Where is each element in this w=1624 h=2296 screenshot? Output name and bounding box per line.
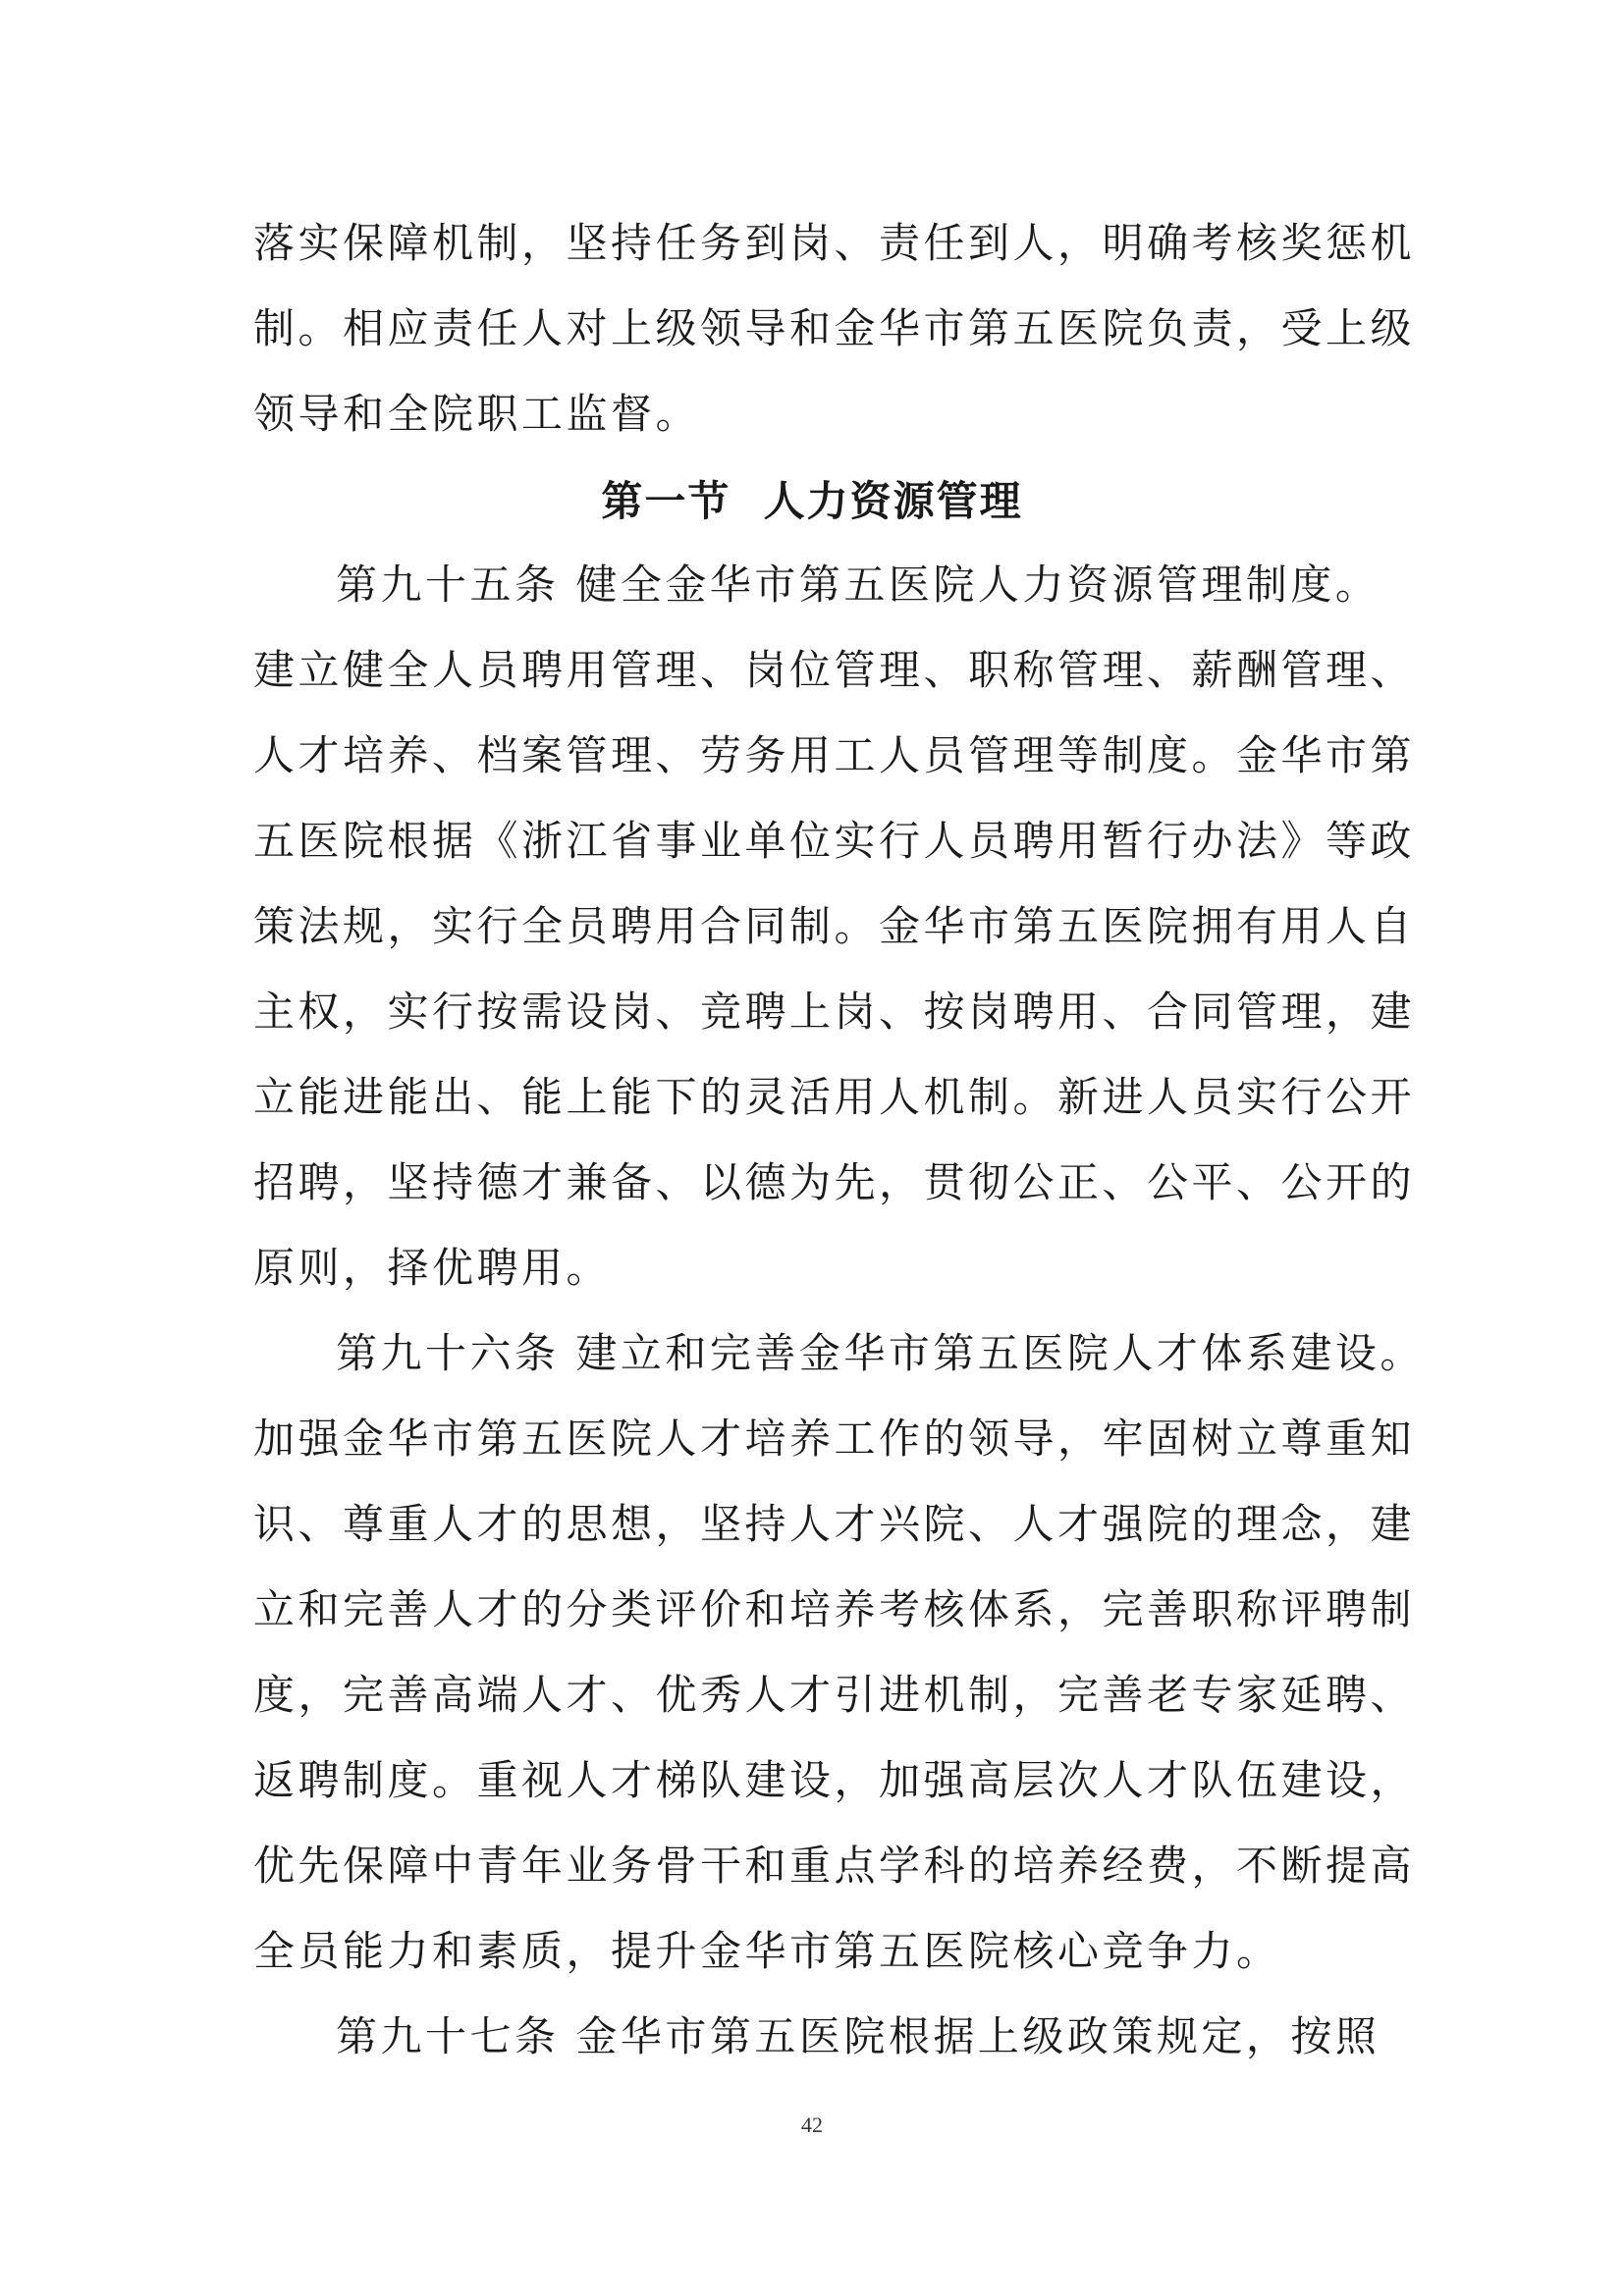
article-96-line-6: 返聘制度。重视人才梯队建设，加强高层次人才队伍建设， (253, 1756, 1416, 1804)
article-95-line-4: 五医院根据《浙江省事业单位实行人员聘用暂行办法》等政 (253, 817, 1416, 865)
article-96-line-5: 度，完善高端人才、优秀人才引进机制，完善老专家延聘、 (253, 1671, 1416, 1719)
article-95-line-6: 主权，实行按需设岗、竞聘上岗、按岗聘用、合同管理，建 (253, 988, 1416, 1036)
article-95-line-9: 原则，择优聘用。 (253, 1244, 612, 1292)
article-96-line-3: 识、尊重人才的思想，坚持人才兴院、人才强院的理念，建 (253, 1500, 1416, 1548)
intro-line-1: 落实保障机制，坚持任务到岗、责任到人，明确考核奖惩机 (253, 219, 1416, 267)
article-96-line-4: 立和完善人才的分类评价和培养考核体系，完善职称评聘制 (253, 1585, 1416, 1633)
article-96-line-2: 加强金华市第五医院人才培养工作的领导，牢固树立尊重知 (253, 1415, 1416, 1463)
article-95-line-8: 招聘，坚持德才兼备、以德为先，贯彻公正、公平、公开的 (253, 1158, 1416, 1206)
intro-line-2: 制。相应责任人对上级领导和金华市第五医院负责，受上级 (253, 304, 1416, 352)
article-95-line-5: 策法规，实行全员聘用合同制。金华市第五医院拥有用人自 (253, 902, 1416, 950)
page-number: 42 (801, 2112, 823, 2137)
section-heading: 第一节 人力资源管理 (601, 477, 1023, 525)
intro-line-3: 领导和全院职工监督。 (253, 390, 701, 438)
article-95-line-3: 人才培养、档案管理、劳务用工人员管理等制度。金华市第 (253, 731, 1416, 779)
article-96-line-1: 第九十六条 建立和完善金华市第五医院人才体系建设。 (336, 1329, 1425, 1377)
article-97-line-1: 第九十七条 金华市第五医院根据上级政策规定，按照 (336, 2012, 1380, 2060)
article-95-line-7: 立能进能出、能上能下的灵活用人机制。新进人员实行公开 (253, 1073, 1416, 1121)
article-96-line-7: 优先保障中青年业务骨干和重点学科的培养经费，不断提高 (253, 1842, 1416, 1890)
article-96-line-8: 全员能力和素质，提升金华市第五医院核心竞争力。 (253, 1927, 1281, 1975)
article-95-line-2: 建立健全人员聘用管理、岗位管理、职称管理、薪酬管理、 (253, 646, 1416, 694)
article-95-line-1: 第九十五条 健全金华市第五医院人力资源管理制度。 (336, 561, 1380, 609)
